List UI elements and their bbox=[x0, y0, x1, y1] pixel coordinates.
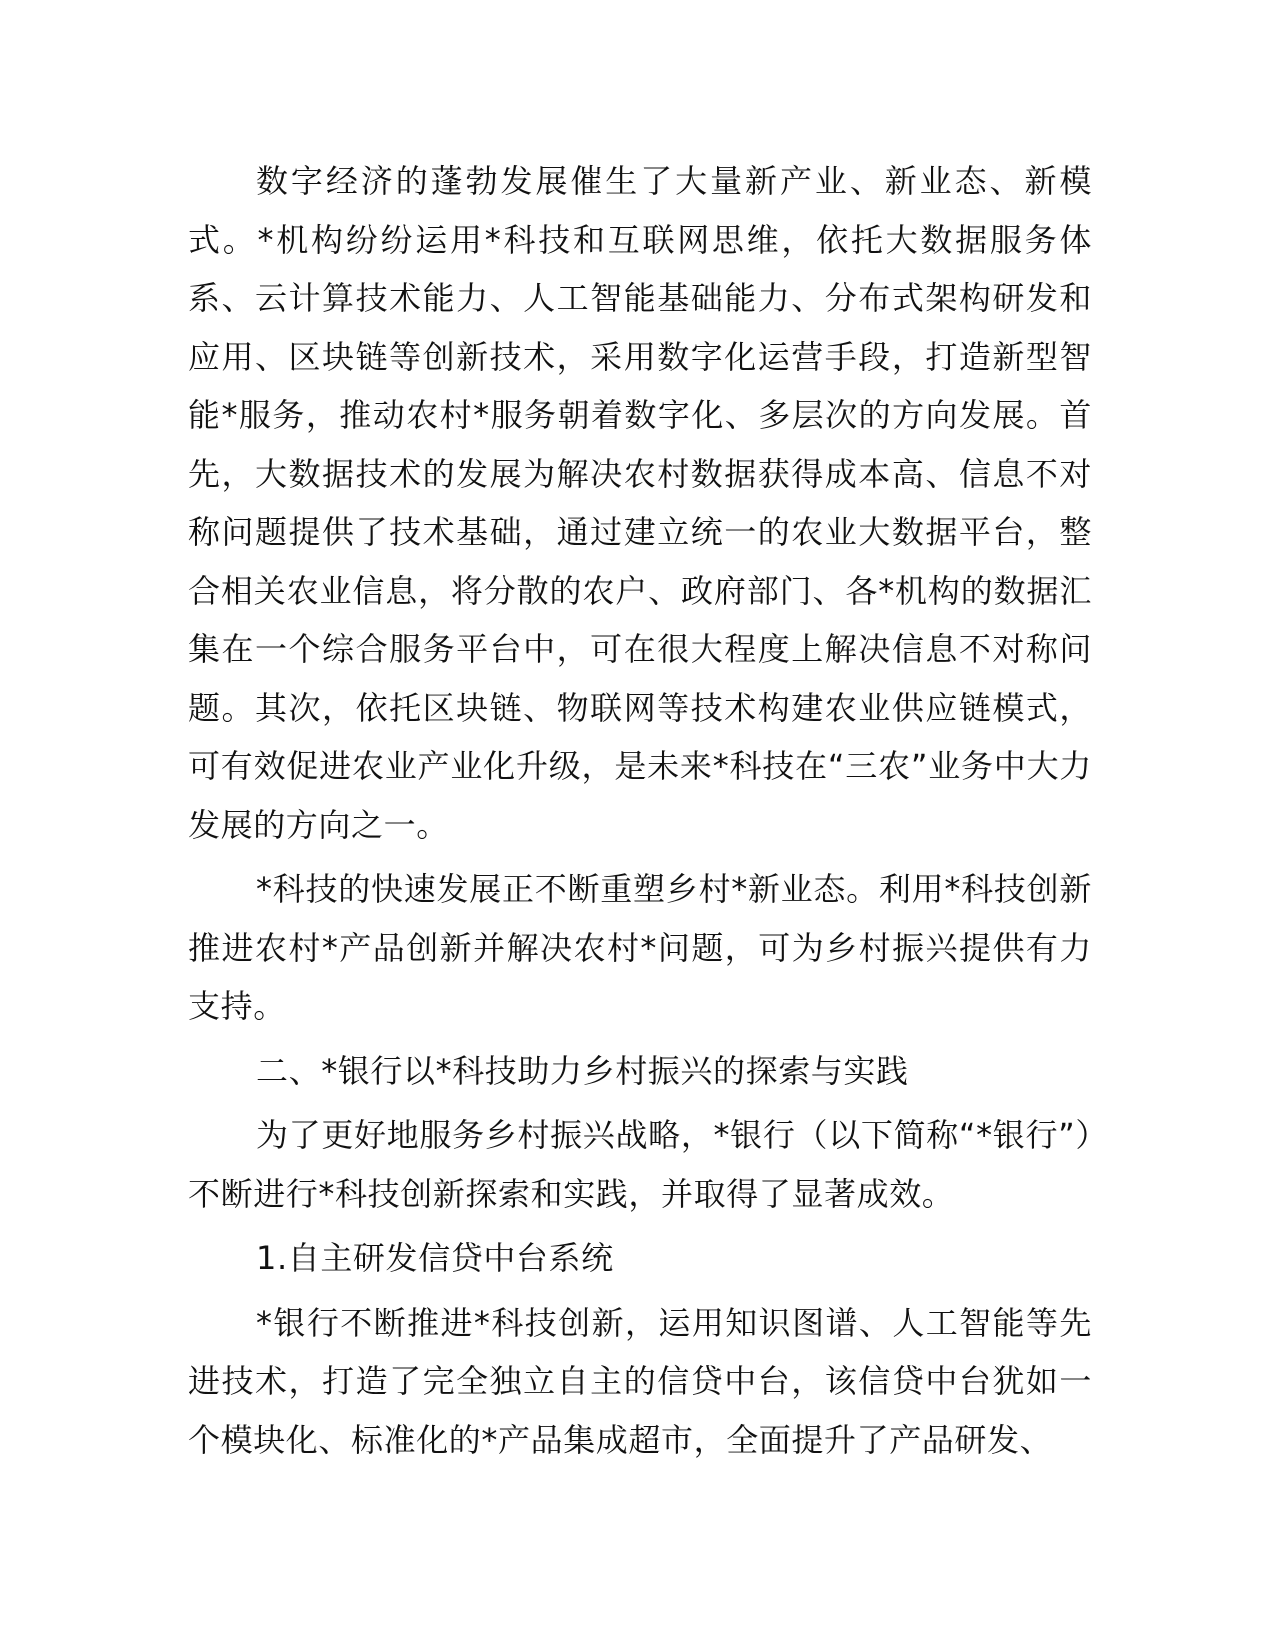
paragraph-fintech-rural: *科技的快速发展正不断重塑乡村*新业态。利用*科技创新推进农村*产品创新并解决农村*问题，可为乡村振兴提供有力支持。 bbox=[188, 870, 1092, 1025]
subheading-credit-platform: 1.自主研发信贷中台系统 bbox=[256, 1239, 614, 1277]
section-heading: 二、*银行以*科技助力乡村振兴的探索与实践 bbox=[256, 1051, 909, 1090]
paragraph-bank-intro: 为了更好地服务乡村振兴战略，*银行（以下简称“*银行”）不断进行*科技创新探索和实践，并取得了显著成效。 bbox=[188, 1116, 1092, 1213]
document-body bbox=[188, 152, 1092, 1475]
paragraph-digital-economy: 数字经济的蓬勃发展催生了大量新产业、新业态、新模式。*机构纷纷运用*科技和互联网思维，依托大数据服务体系、云计算技术能力、人工智能基础能力、分布式架构研发和应用、区块链等创新技术，采用数字化运营手段，打造新型智能*服务，推动农村*服务朝着数字化、多层次的方向发展。首先，大数据技术的发展为解决农村数据获得成本高、信息不对称问题提供了技术基础，通过建立统一的农业大数据平台，整合相关农业信息，将分散的农户、政府部门、各*机构的数据汇集在一个综合服务平台中，可在很大程度上解决信息不对称问题。其次，依托区块链、物联网等技术构建农业供应链模式，可有效促进农业产业化升级，是未来*科技在“三农”业务中大力发展的方向之一。 bbox=[188, 162, 1092, 844]
paragraph-credit-platform: *银行不断推进*科技创新，运用知识图谱、人工智能等先进技术，打造了完全独立自主的信贷中台，该信贷中台犹如一个模块化、标准化的*产品集成超市，全面提升了产品研发、 bbox=[188, 1303, 1092, 1459]
